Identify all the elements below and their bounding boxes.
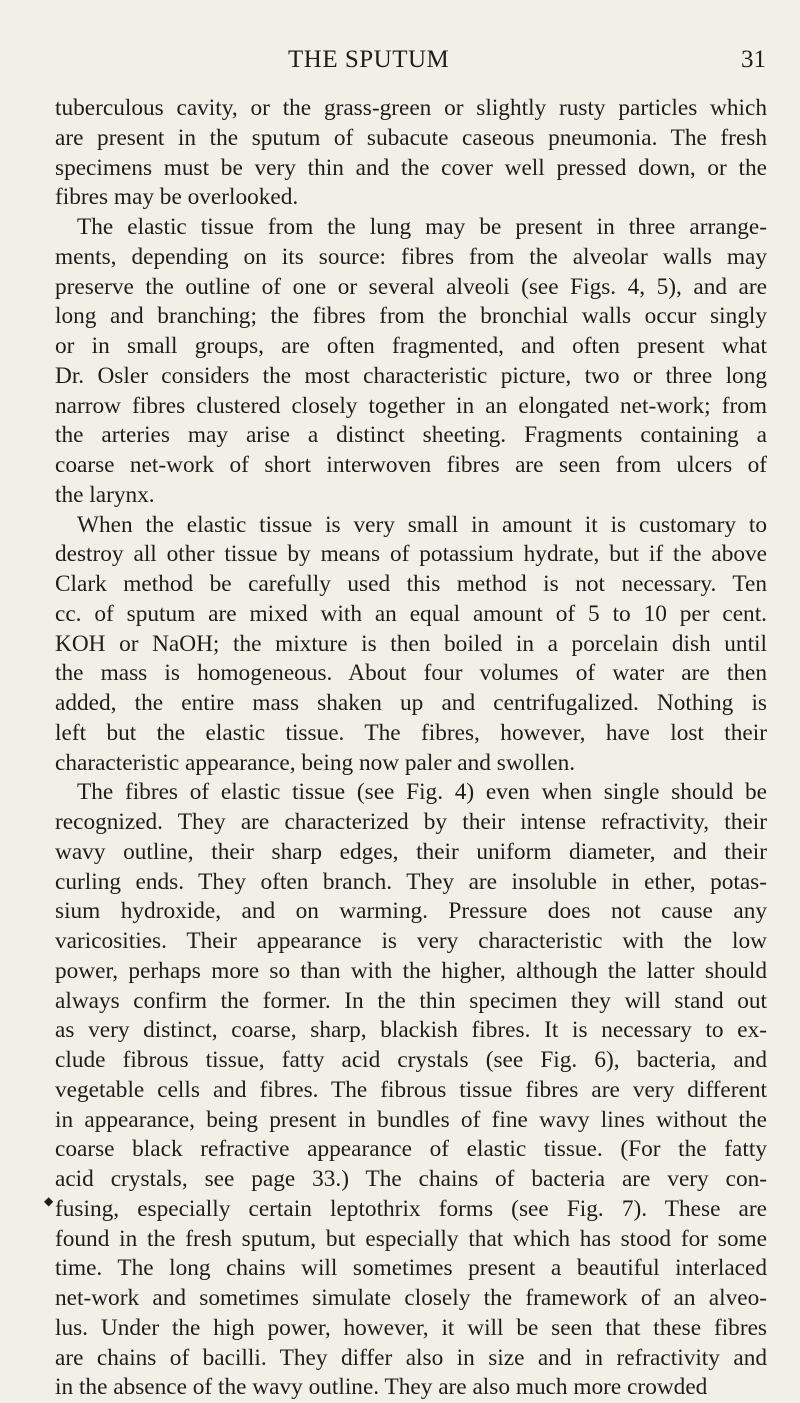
text-line: When the elastic tissue is very small in amount it is customary to	[77, 511, 767, 538]
text-line: in the absence of the wavy outline. They are also much more crowded	[55, 1374, 708, 1401]
text-line: long and branching; the fibres from the bronchial walls occur singly	[55, 303, 767, 330]
text-line: always confirm the former. In the thin specimen they will stand out	[55, 987, 767, 1014]
page-number: 31	[741, 46, 766, 73]
text-line: vegetable cells and fibres. The fibrous tissue fibres are very different	[55, 1076, 767, 1103]
running-head-title: THE SPUTUM	[288, 46, 450, 73]
text-line: wavy outline, their sharp edges, their uniform diameter, and their	[55, 838, 767, 865]
text-line: acid crystals, see page 33.) The chains of bacteria are very con-	[55, 1166, 767, 1192]
margin-mark: ◆	[44, 1194, 54, 1208]
text-line: The fibres of elastic tissue (see Fig. 4) even when single should be	[77, 779, 767, 806]
text-line: destroy all other tissue by means of potassium hydrate, but if the above	[55, 541, 767, 568]
text-line: specimens must be very thin and the cover well pressed down, or the	[55, 154, 767, 181]
text-line: ments, depending on its source: fibres from the alveolar walls may	[55, 243, 767, 270]
text-line: KOH or NaOH; the mixture is then boiled in a porcelain dish until	[55, 630, 767, 657]
text-line: clude fibrous tissue, fatty acid crystals (see Fig. 6), bacteria, and	[55, 1047, 767, 1073]
text-line: tuberculous cavity, or the grass-green or slightly rusty particles which	[55, 95, 767, 121]
text-line: varicosities. Their appearance is very characteristic with the low	[55, 928, 767, 954]
text-line: are chains of bacilli. They differ also in size and in refractivity and	[55, 1344, 767, 1371]
text-line: Dr. Osler considers the most characteristic picture, two or three long	[55, 362, 767, 389]
text-line: or in small groups, are often fragmented, and often present what	[55, 333, 767, 359]
text-line: The elastic tissue from the lung may be present in three arrange-	[77, 214, 767, 240]
text-line: coarse net-work of short interwoven fibres are seen from ulcers of	[55, 452, 767, 478]
text-line: as very distinct, coarse, sharp, blackish fibres. It is necessary to ex-	[55, 1017, 767, 1044]
text-line: the arteries may arise a distinct sheeting. Fragments containing a	[55, 422, 767, 449]
text-line: added, the entire mass shaken up and centrifugalized. Nothing is	[55, 690, 767, 716]
text-line: Clark method be carefully used this method is not necessary. Ten	[55, 571, 767, 597]
text-line: time. The long chains will sometimes present a beautiful interlaced	[55, 1255, 767, 1282]
text-line: in appearance, being present in bundles of fine wavy lines without the	[55, 1106, 767, 1133]
text-line: cc. of sputum are mixed with an equal amount of 5 to 10 per cent.	[55, 600, 767, 627]
text-line: fibres may be overlooked.	[55, 184, 299, 211]
text-line: fusing, especially certain leptothrix forms (see Fig. 7). These are	[55, 1195, 767, 1222]
text-line: net-work and sometimes simulate closely the framework of an alveo-	[55, 1285, 767, 1311]
text-line: found in the fresh sputum, but especially that which has stood for some	[55, 1225, 767, 1252]
text-line: curling ends. They often branch. They are insoluble in ether, potas-	[55, 868, 767, 895]
text-line: characteristic appearance, being now paler and swollen.	[55, 749, 576, 776]
text-line: recognized. They are characterized by their intense refractivity, their	[55, 809, 767, 835]
text-line: power, perhaps more so than with the higher, although the latter should	[55, 957, 767, 984]
text-line: the mass is homogeneous. About four volumes of water are then	[55, 660, 767, 687]
text-line: lus. Under the high power, however, it will be seen that these fibres	[55, 1314, 767, 1341]
text-line: sium hydroxide, and on warming. Pressure does not cause any	[55, 898, 767, 925]
text-line: are present in the sputum of subacute caseous pneumonia. The fresh	[55, 124, 767, 151]
text-line: coarse black refractive appearance of elastic tissue. (For the fatty	[55, 1136, 767, 1163]
body-text	[55, 94, 767, 1403]
text-line: the larynx.	[55, 481, 155, 508]
text-line: preserve the outline of one or several alveoli (see Figs. 4, 5), and are	[55, 273, 767, 300]
text-line: narrow fibres clustered closely together in an elongated net-work; from	[55, 392, 767, 419]
running-head	[0, 46, 800, 76]
text-line: left but the elastic tissue. The fibres, however, have lost their	[55, 719, 767, 746]
